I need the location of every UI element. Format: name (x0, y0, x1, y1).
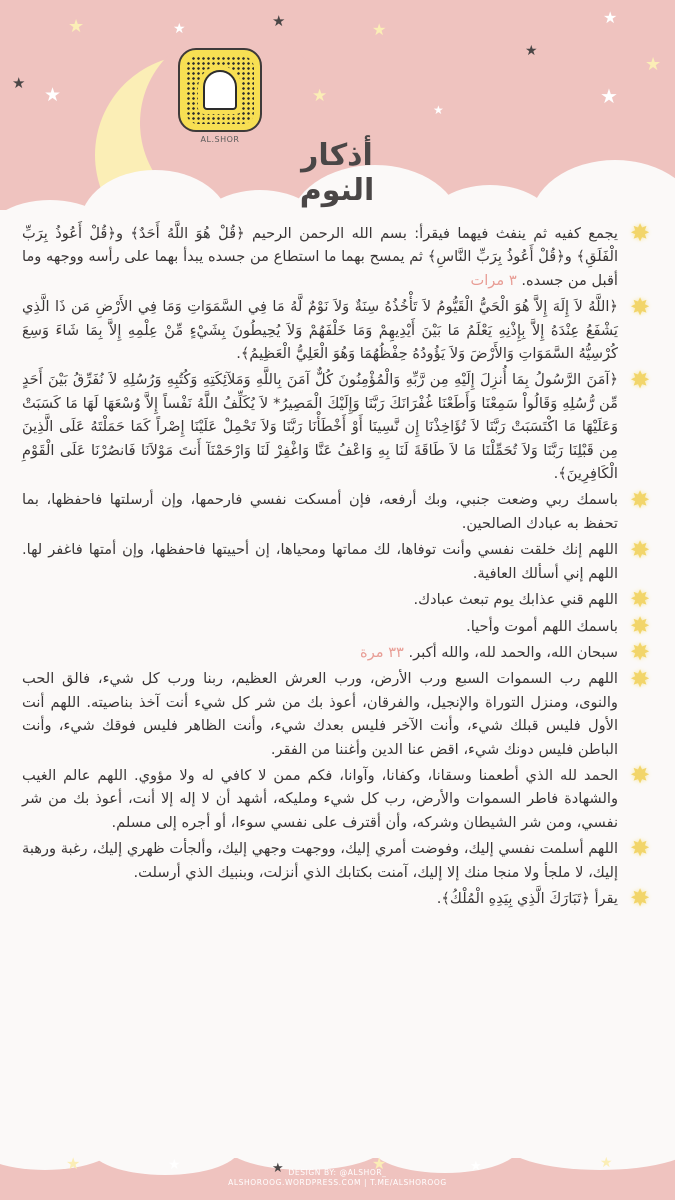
dhikr-text: اللهم رب السموات السبع ورب الأرض، ورب العرش العظيم، ربنا ورب كل شيء، فالق الحب والنوى، ومنزل التوراة والإنجيل، والفرقان، أعوذ بك من شر كل شيء أنت آخذ بناصيته. اللهم أنت الأول فليس قبلك شيء، وأنت الآخر فليس بعدك شيء، وأنت الظاهر فليس فوقك شيء، وأنت الباطن فليس دونك شيء، اقض عنا الدين وأغننا من الفقر. (22, 670, 618, 758)
sparkle-star-icon: ✸ (629, 664, 651, 693)
footer-credits (0, 1168, 675, 1188)
snapchat-ghost-icon (198, 66, 242, 114)
star-icon: ★ (525, 43, 538, 59)
sparkle-star-icon: ✸ (629, 884, 651, 913)
sparkle-star-icon: ✸ (629, 292, 651, 321)
sparkle-star-icon: ✸ (629, 611, 651, 640)
snap-handle: AL.SHOR (200, 135, 240, 144)
star-icon: ★ (272, 1161, 284, 1176)
page-title: أذكار النوم (299, 138, 375, 208)
star-icon: ★ (68, 16, 85, 37)
star-icon: ★ (600, 84, 618, 108)
sparkle-star-icon: ✸ (629, 219, 651, 248)
dhikr-text: اللهم أسلمت نفسي إليك، وفوضت أمري إليك، ووجهت وجهي إليك، وألجأت ظهري إليك، رغبة ورهبة إليك، لا ملجأ ولا منجا منك إلا إليك، آمنت بكتابك الذي أنزلت، وبنبيك الذي أرسلت. (22, 840, 618, 881)
star-icon: ★ (600, 1155, 613, 1171)
dhikr-item (22, 292, 651, 365)
dhikr-item (22, 638, 651, 667)
ghost-body (203, 70, 237, 110)
star-icon: ★ (173, 21, 186, 37)
dhikr-item (22, 611, 651, 640)
sparkle-star-icon: ✸ (629, 485, 651, 514)
dhikr-item (22, 664, 651, 761)
sparkle-star-icon: ✸ (629, 585, 651, 614)
dhikr-item (22, 219, 651, 292)
footer-designer: DESIGN BY: @ALSHOR_ (288, 1168, 387, 1177)
repeat-count: ٣ مرات (470, 271, 522, 289)
sparkle-star-icon: ✸ (629, 834, 651, 863)
dhikr-text: باسمك ربي وضعت جنبي، وبك أرفعه، فإن أمسكت نفسي فارحمها، وإن أرسلتها فاحفظها، بما تحفظ به عبادك الصالحين. (22, 491, 618, 532)
dhikr-text: اللهم قني عذابك يوم تبعث عبادك. (413, 591, 618, 609)
adhkar-list (22, 219, 651, 913)
star-icon: ★ (168, 1157, 181, 1173)
star-icon: ★ (66, 1154, 81, 1173)
dhikr-item (22, 761, 651, 834)
star-icon: ★ (44, 84, 62, 106)
star-icon: ★ (470, 1159, 482, 1174)
star-icon: ★ (312, 86, 328, 106)
repeat-count: ٣٣ مرة (360, 643, 409, 661)
dhikr-text: ﴿آمَنَ الرَّسُولُ بِمَا أُنزِلَ إِلَيْهِ مِن رَّبِّهِ وَالْمُؤْمِنُونَ كُلٌّ آمَنَ بِاللَّهِ وَمَلآئِكَتِهِ وَكُتُبِهِ وَرُسُلِهِ لاَ نُفَرِّقُ بَيْنَ أَحَدٍ مِّن رُّسُلِهِ وَقَالُواْ سَمِعْنَا وَأَطَعْنَا غُفْرَانَكَ رَبَّنَا وَإِلَيْكَ الْمَصِيرُ* لاَ يُكَلِّفُ اللَّهُ نَفْساً إِلاَّ وُسْعَهَا لَهَا مَا كَسَبَتْ وَعَلَيْهَا مَا اكْتَسَبَتْ رَبَّنَا لاَ تُؤَاخِذْنَا إِن نَّسِينَا أَوْ أَخْطَأْنَا رَبَّنَا وَلاَ تَحْمِلْ عَلَيْنَا إِصْراً كَمَا حَمَلْتَهُ عَلَى الَّذِينَ مِن قَبْلِنَا رَبَّنَا وَلاَ تُحَمِّلْنَا مَا لاَ طَاقَةَ لَنَا بِهِ وَاعْفُ عَنَّا وَاغْفِرْ لَنَا وَارْحَمْنَآ أَنتَ مَوْلاَنَا فَانصُرْنَا عَلَى الْقَوْمِ الْكَافِرِينَ﴾. (22, 371, 618, 483)
dhikr-item (22, 585, 651, 614)
star-icon: ★ (645, 54, 662, 75)
dhikr-item (22, 884, 651, 913)
star-icon: ★ (433, 103, 444, 117)
dhikr-text: باسمك اللهم أموت وأحيا. (466, 617, 618, 635)
dhikr-text: اللهم إنك خلقت نفسي وأنت توفاها، لك مماتها ومحياها، إن أحييتها فاحفظها، وإن أمتها فاغفر لها. اللهم إني أسألك العافية. (22, 541, 618, 582)
dhikr-text: الحمد لله الذي أطعمنا وسقانا، وكفانا، وآوانا، فكم ممن لا كافي له ولا مؤوي. اللهم عالم الغيب والشهادة فاطر السموات والأرض، رب كل شيء ومليكه، أشهد أن لا إله إلا أنت، أعوذ بك من شر نفسي، ومن شر الشيطان وشركه، وأن أقترف على نفسي سوءا، أو أجره إلى مسلم. (22, 766, 618, 831)
sparkle-star-icon: ✸ (629, 535, 651, 564)
dhikr-text: ﴿اللَّهُ لاَ إِلَهَ إِلاَّ هُوَ الْحَيُّ الْقَيُّومُ لاَ تَأْخُذُهُ سِنَةٌ وَلاَ نَوْمٌ لَّهُ مَا فِي السَّمَوَاتِ وَمَا فِي الأَرْضِ مَن ذَا الَّذِي يَشْفَعُ عِنْدَهُ إِلاَّ بِإِذْنِهِ يَعْلَمُ مَا بَيْنَ أَيْدِيهِمْ وَمَا خَلْفَهُمْ وَلاَ يُحِيطُونَ بِشَيْءٍ مِّنْ عِلْمِهِ إِلاَّ بِمَا شَاءَ وَسِعَ كُرْسِيُّهُ السَّمَوَاتِ وَالأَرْضَ وَلاَ يَؤُودُهُ حِفْظُهُمَا وَهُوَ الْعَلِيُّ الْعَظِيمُ﴾. (22, 298, 618, 363)
dhikr-item (22, 485, 651, 535)
dhikr-item (22, 535, 651, 585)
dhikr-text: يقرأ ﴿تَبَارَكَ الَّذِي بِيَدِهِ الْمُلْكُ﴾. (436, 889, 618, 907)
footer-links[interactable]: ALSHOROOG.WORDPRESS.COM | T.ME/ALSHOROOG (228, 1178, 447, 1187)
dhikr-text: سبحان الله، والحمد لله، والله أكبر. (408, 643, 618, 661)
snapcode-qr[interactable] (178, 48, 262, 132)
dhikr-item (22, 365, 651, 485)
star-icon: ★ (603, 8, 618, 27)
star-icon: ★ (12, 74, 26, 92)
sparkle-star-icon: ✸ (629, 638, 651, 667)
star-icon: ★ (372, 20, 387, 39)
dhikr-item (22, 834, 651, 884)
sparkle-star-icon: ✸ (629, 761, 651, 790)
star-icon: ★ (272, 12, 286, 30)
sparkle-star-icon: ✸ (629, 365, 651, 394)
star-icon: ★ (372, 1154, 387, 1173)
dhikr-text: يجمع كفيه ثم ينفث فيهما فيقرأ: بسم الله الرحمن الرحيم ﴿قُلْ هُوَ اللَّهُ أَحَدٌ﴾ و﴿قُلْ أَعُوذُ بِرَبِّ الْفَلَقِ﴾ و﴿قُلْ أَعُوذُ بِرَبِّ النَّاسِ﴾ ثم يمسح بهما ما استطاع من جسده يبدأ بهما على رأسه ووجهه وما أقبل من جسده. (22, 225, 618, 289)
